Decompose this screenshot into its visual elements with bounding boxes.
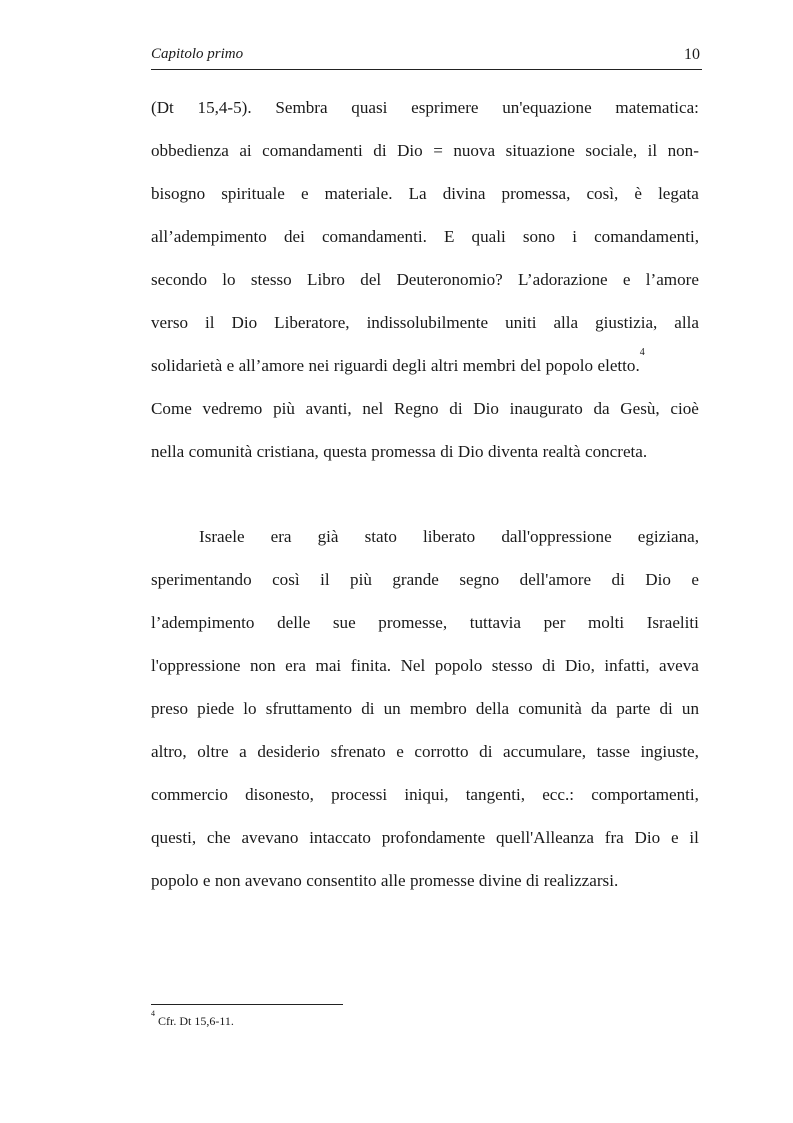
word: Israeliti (646, 613, 699, 632)
text-line (151, 441, 699, 463)
word: sociale, (585, 141, 638, 160)
word: sfrenato (330, 742, 386, 761)
word: dall'oppressione (501, 527, 612, 546)
word: che (206, 828, 231, 847)
word: era (270, 527, 292, 546)
word: promesse, (378, 613, 448, 632)
word: di (361, 699, 375, 718)
footnote-number: 4 (151, 1009, 155, 1018)
word: quasi (351, 98, 388, 117)
word: corrotto (414, 742, 469, 761)
word: ecc.: (542, 785, 575, 804)
word: di (440, 442, 454, 461)
word: eletto.$^4$ (597, 347, 645, 375)
word: nel (362, 399, 384, 418)
word: i (572, 227, 577, 246)
word: liberato (423, 527, 476, 546)
text-line (151, 140, 699, 162)
word: comandamenti. (321, 227, 427, 246)
word: esprimere (411, 98, 479, 117)
word: popolo (151, 871, 199, 890)
footnote-reference: 4 (639, 347, 645, 358)
text-line (151, 827, 699, 849)
word: un (681, 699, 699, 718)
word: concreta. (585, 442, 648, 461)
word: La (408, 184, 427, 203)
word: quell'Alleanza (495, 828, 594, 847)
word: mai (315, 656, 342, 675)
word: grande (392, 570, 439, 589)
word: il (205, 313, 215, 332)
word: altri (430, 356, 459, 375)
word: diventa (487, 442, 539, 461)
word: e (622, 270, 631, 289)
word: del (520, 356, 542, 375)
word: e (670, 828, 679, 847)
word: (Dt (151, 98, 174, 117)
word: sono (522, 227, 556, 246)
word: Liberatore, (274, 313, 350, 332)
text-line (151, 526, 699, 548)
word: ingiuste, (640, 742, 699, 761)
word: commercio (151, 785, 228, 804)
text-line (151, 398, 699, 420)
word: lo (222, 270, 236, 289)
footnote-text: Cfr. Dt 15,6-11. (158, 1014, 234, 1028)
word: sperimentando (151, 570, 252, 589)
word: promessa (371, 442, 436, 461)
word: oltre (197, 742, 229, 761)
word: il (320, 570, 330, 589)
word: Come (151, 399, 192, 418)
word: 15,4-5). (197, 98, 252, 117)
word: comunità (188, 442, 253, 461)
word: cristiana, (256, 442, 319, 461)
word: era (285, 656, 307, 675)
word: da (593, 399, 610, 418)
word: accumulare, (503, 742, 587, 761)
word: obbedienza (151, 141, 229, 160)
text-line (151, 97, 699, 119)
word: materiale. (324, 184, 393, 203)
word: tangenti, (465, 785, 526, 804)
word: profondamente (381, 828, 486, 847)
word: membri (462, 356, 516, 375)
word: preso (151, 699, 189, 718)
word: finita. (350, 656, 392, 675)
text-line (151, 312, 699, 334)
word: ai (239, 141, 252, 160)
word: vedremo (202, 399, 263, 418)
word: bisogno (151, 184, 206, 203)
word: di (479, 742, 493, 761)
word: stato (364, 527, 397, 546)
word: un'equazione (502, 98, 592, 117)
word: indissolubilmente (366, 313, 489, 332)
word: Dio (645, 570, 671, 589)
word: altro, (151, 742, 187, 761)
word: piede (197, 699, 235, 718)
word: non- (667, 141, 699, 160)
word: avevano (241, 828, 299, 847)
word: e (300, 184, 309, 203)
word: disonesto, (245, 785, 314, 804)
word: nella (151, 442, 185, 461)
page-header (151, 46, 702, 70)
word: di (449, 399, 463, 418)
word: comunità (518, 699, 582, 718)
word: l’amore (645, 270, 699, 289)
text-line (151, 698, 699, 720)
word: e (691, 570, 699, 589)
word: Israele (199, 527, 245, 546)
word: così (272, 570, 300, 589)
word: = (433, 141, 443, 160)
page-number: 10 (684, 46, 700, 63)
word: il (689, 828, 699, 847)
word: per (543, 613, 566, 632)
word: popolo (545, 356, 594, 375)
word: avanti, (305, 399, 352, 418)
word: all’amore (238, 356, 305, 375)
word: realtà (542, 442, 581, 461)
word: comportamenti, (591, 785, 699, 804)
word: nei (308, 356, 330, 375)
text-line (151, 347, 699, 377)
word: E (443, 227, 455, 246)
text-line (151, 226, 699, 248)
text-line (151, 870, 699, 892)
word: già (317, 527, 339, 546)
word: consentito (306, 871, 377, 890)
word: dell'amore (519, 570, 592, 589)
word: realizzarsi. (543, 871, 619, 890)
text-line (151, 741, 699, 763)
word: matematica: (615, 98, 699, 117)
word: questi, (151, 828, 197, 847)
word: un (383, 699, 401, 718)
word: è (634, 184, 642, 203)
word: Dio (397, 141, 423, 160)
word: situazione (505, 141, 575, 160)
word: alle (380, 871, 406, 890)
word: più (350, 570, 372, 589)
word: inaugurato (509, 399, 583, 418)
word: iniqui, (404, 785, 449, 804)
word: e (202, 871, 211, 890)
word: sfruttamento (265, 699, 353, 718)
word: alla (674, 313, 699, 332)
word: stesso (491, 656, 533, 675)
word: così, (586, 184, 619, 203)
word: lo (243, 699, 257, 718)
word: processi (331, 785, 388, 804)
word: membro (409, 699, 467, 718)
word: Regno (393, 399, 439, 418)
word: quali (471, 227, 506, 246)
word: giustizia, (595, 313, 658, 332)
word: Dio (457, 442, 484, 461)
word: e (396, 742, 404, 761)
word: solidarietà (151, 356, 223, 375)
text-line (151, 612, 699, 634)
text-line (151, 183, 699, 205)
word: cioè (670, 399, 699, 418)
text-line (151, 569, 699, 591)
word: Dio (634, 828, 661, 847)
word: riguardi (333, 356, 388, 375)
footnote (151, 1009, 234, 1028)
word: più (273, 399, 295, 418)
word: delle (277, 613, 311, 632)
word: il (647, 141, 658, 160)
word: del (360, 270, 382, 289)
word: uniti (505, 313, 537, 332)
word: infatti, (604, 656, 650, 675)
word: Dio (231, 313, 258, 332)
word: questa (323, 442, 367, 461)
word: non (250, 656, 276, 675)
word: promesse (409, 871, 475, 890)
word: Sembra (275, 98, 328, 117)
word: comandamenti (262, 141, 363, 160)
word: l’adempimento (151, 613, 255, 632)
word: tasse (596, 742, 630, 761)
word: parte (616, 699, 651, 718)
word: da (590, 699, 608, 718)
word: di (611, 570, 625, 589)
word: L’adorazione (518, 270, 608, 289)
word: di (373, 141, 387, 160)
word: alla (553, 313, 579, 332)
word: desiderio (257, 742, 320, 761)
word: a (239, 742, 247, 761)
word: Dio, (564, 656, 595, 675)
word: egiziana, (637, 527, 699, 546)
footnote-rule (151, 1004, 343, 1005)
word: intaccato (309, 828, 371, 847)
word: Gesù, (620, 399, 660, 418)
word: e (226, 356, 235, 375)
word: aveva (659, 656, 699, 675)
text-line (151, 784, 699, 806)
word: sue (332, 613, 356, 632)
header-rule (151, 69, 702, 70)
word: legata (658, 184, 699, 203)
text-line (151, 269, 699, 291)
word: di (659, 699, 673, 718)
word: di (526, 871, 540, 890)
word: comandamenti, (594, 227, 699, 246)
word: fra (604, 828, 624, 847)
word: non (214, 871, 241, 890)
chapter-title: Capitolo primo (151, 46, 244, 62)
word: segno (459, 570, 500, 589)
word: Deuteronomio? (396, 270, 503, 289)
word: divina (442, 184, 486, 203)
word: all’adempimento (151, 227, 267, 246)
word: della (475, 699, 510, 718)
word: dei (283, 227, 305, 246)
word: tuttavia (469, 613, 521, 632)
word: l'oppressione (151, 656, 241, 675)
word: di (542, 656, 556, 675)
text-line (151, 655, 699, 677)
word: promessa, (501, 184, 571, 203)
word: verso (151, 313, 189, 332)
word: Dio (473, 399, 499, 418)
word: Libro (307, 270, 345, 289)
word: molti (588, 613, 625, 632)
word: avevano (244, 871, 302, 890)
word: stesso (250, 270, 292, 289)
word: spirituale (221, 184, 285, 203)
word: popolo (434, 656, 483, 675)
word: Nel (400, 656, 426, 675)
word: secondo (151, 270, 208, 289)
word: divine (478, 871, 522, 890)
word: degli (392, 356, 427, 375)
word: nuova (453, 141, 496, 160)
